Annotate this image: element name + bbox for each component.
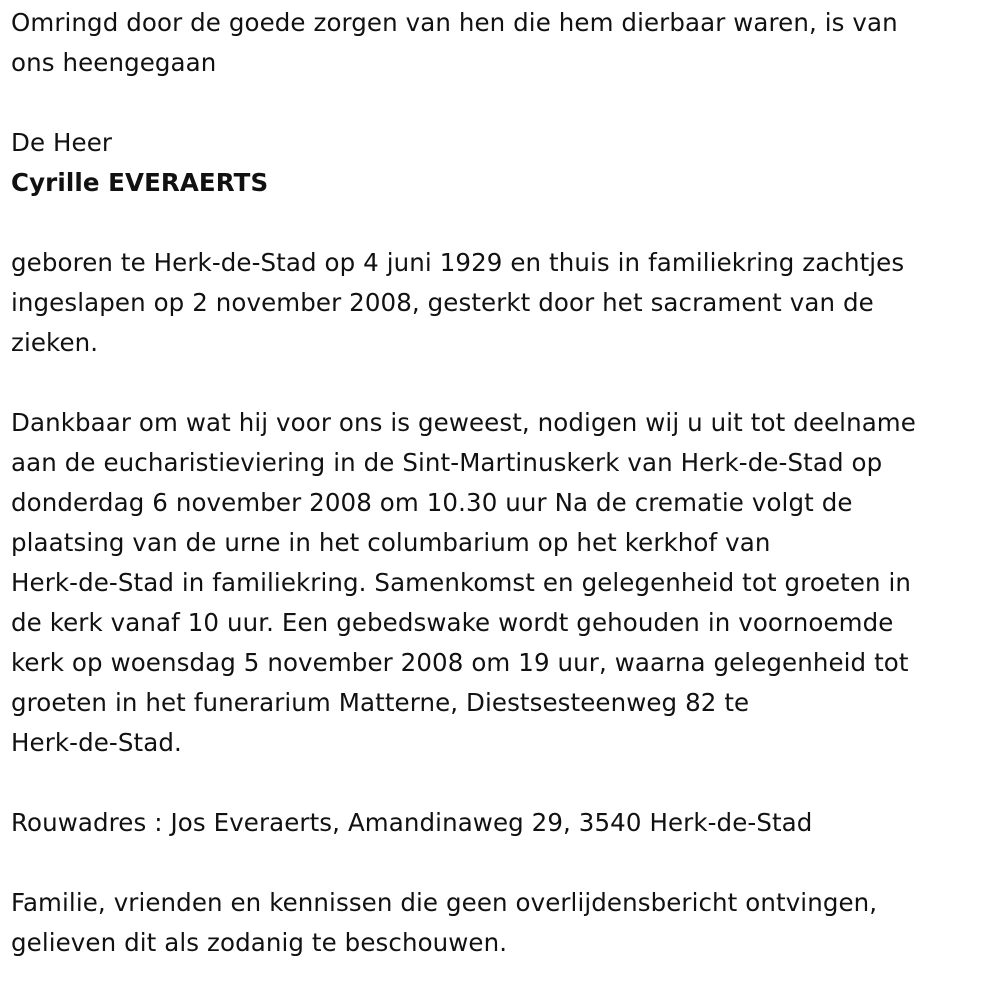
spacer xyxy=(11,763,1000,803)
ceremony-line-4: plaatsing van de urne in het columbarium op het kerkhof van xyxy=(11,528,771,557)
spacer xyxy=(11,363,1000,403)
birth-line-1: geboren te Herk-de-Stad op 4 juni 1929 en thuis in familiekring zachtjes xyxy=(11,248,905,277)
closing-line-1: Familie, vrienden en kennissen die geen overlijdensbericht ontvingen, xyxy=(11,888,878,917)
honorific-title: De Heer xyxy=(11,128,113,157)
intro-line-2: ons heengegaan xyxy=(11,48,217,77)
spacer xyxy=(11,203,1000,243)
birth-line-2: ingeslapen op 2 november 2008, gesterkt door het sacrament van de xyxy=(11,288,874,317)
ceremony-line-2: aan de eucharistieviering in de Sint-Martinuskerk van Herk-de-Stad op xyxy=(11,448,883,477)
birth-line-3: zieken. xyxy=(11,328,99,357)
intro-line-1: Omringd door de goede zorgen van hen die hem dierbaar waren, is van xyxy=(11,8,898,37)
ceremony-line-9: Herk-de-Stad. xyxy=(11,728,182,757)
ceremony-line-5: Herk-de-Stad in familiekring. Samenkomst en gelegenheid tot groeten in xyxy=(11,568,912,597)
spacer xyxy=(11,83,1000,123)
ceremony-line-1: Dankbaar om wat hij voor ons is geweest, nodigen wij u uit tot deelname xyxy=(11,408,916,437)
ceremony-line-7: kerk op woensdag 5 november 2008 om 19 uur, waarna gelegenheid tot xyxy=(11,648,909,677)
deceased-name: Cyrille EVERAERTS xyxy=(11,168,269,197)
mourning-address: Rouwadres : Jos Everaerts, Amandinaweg 29, 3540 Herk-de-Stad xyxy=(11,808,813,837)
ceremony-line-6: de kerk vanaf 10 uur. Een gebedswake wordt gehouden in voornoemde xyxy=(11,608,894,637)
closing-line-2: gelieven dit als zodanig te beschouwen. xyxy=(11,928,508,957)
spacer xyxy=(11,843,1000,883)
ceremony-line-8: groeten in het funerarium Matterne, Diestsesteenweg 82 te xyxy=(11,688,750,717)
ceremony-line-3: donderdag 6 november 2008 om 10.30 uur Na de crematie volgt de xyxy=(11,488,853,517)
